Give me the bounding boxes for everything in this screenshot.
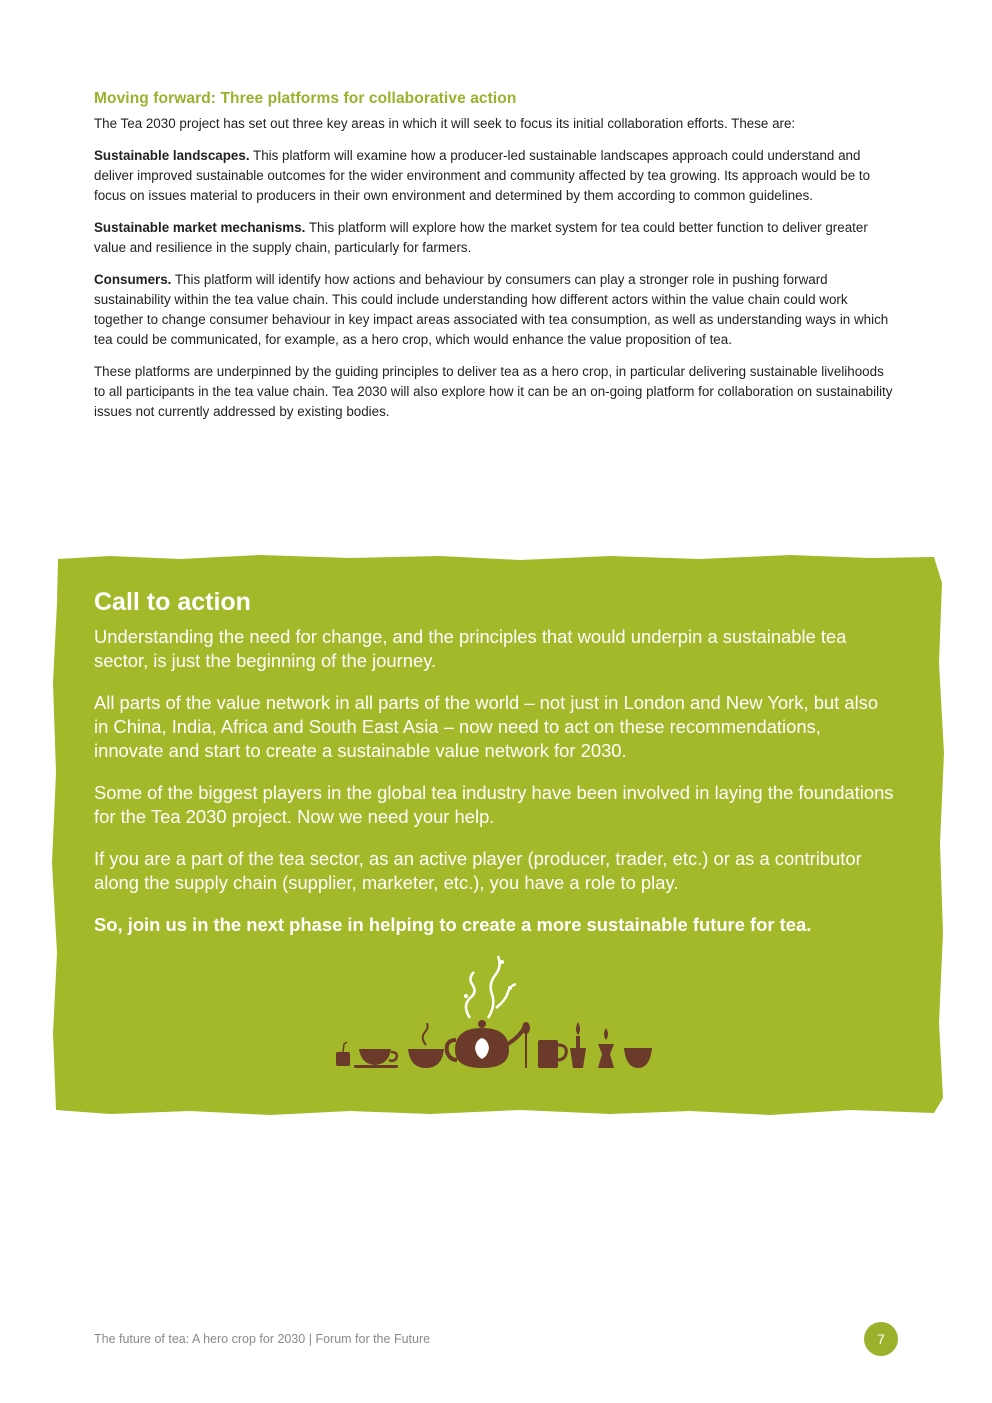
platform-market: [94, 218, 894, 258]
platform-title: Consumers.: [94, 272, 172, 287]
platform-landscapes: [94, 146, 894, 206]
cta-paragraph: All parts of the value network in all parts of the world – not just in London and New York, but also in China, India, Africa and South East Asia – now need to act on these recommendations, innovate and start to create a sustainable value network for 2030.: [94, 692, 879, 761]
section-heading: Moving forward: Three platforms for collaborative action: [94, 90, 517, 107]
platform-text: This platform will explore how the market system for tea could better function to deliver greater value and resilience in the supply chain, particularly for farmers.: [94, 220, 868, 255]
candle-icon: [570, 1022, 586, 1068]
platform-text: This platform will examine how a producer-led sustainable landscapes approach could understand and deliver improved sustainable outcomes for the wider environment and community affected by tea growing. Its approach would be to focus on issues material to producers in their own environment and determined by them according to common guidelines.: [94, 148, 871, 203]
teabag-icon: [336, 1042, 350, 1066]
cta-closing: So, join us in the next phase in helping to create a more sustainable future for tea.: [94, 914, 812, 935]
platforms-section: [94, 90, 894, 434]
glass-icon: [598, 1028, 614, 1068]
page-number: 7: [864, 1322, 898, 1356]
tea-illustration: [330, 948, 660, 1074]
platform-text: This platform will identify how actions and behaviour by consumers can play a stronger role in pushing forward sustainability within the tea value chain. This could include understanding how different actors within the value chain could work together to change consumer behaviour in key impact areas associated with tea consumption, as well as understanding ways in which tea could be communicated, for example, as a hero crop, which would enhance the value proposition of tea.: [94, 272, 889, 347]
cta-paragraph: Understanding the need for change, and the principles that would underpin a sustainable tea sector, is just the beginning of the journey.: [94, 626, 847, 671]
cta-title: Call to action: [94, 588, 251, 616]
call-to-action: [94, 588, 894, 937]
spoon-icon: [522, 1022, 530, 1068]
cta-paragraph: If you are a part of the tea sector, as an active player (producer, trader, etc.) or as a contributor along the supply chain (supplier, marketer, etc.), you have a role to play.: [94, 848, 862, 893]
mug-icon: [538, 1040, 566, 1068]
bowl-icon: [408, 1023, 444, 1068]
teapot-icon: [447, 956, 524, 1068]
cup-icon: [624, 1048, 652, 1068]
platform-title: Sustainable market mechanisms.: [94, 220, 306, 235]
platform-title: Sustainable landscapes.: [94, 148, 250, 163]
section-intro: The Tea 2030 project has set out three key areas in which it will seek to focus its initial collaboration efforts. These are:: [94, 116, 796, 131]
section-closing: These platforms are underpinned by the guiding principles to deliver tea as a hero crop, in particular delivering sustainable livelihoods to all participants in the tea value chain. Tea 2030 will also explore how it can be an on-going platform for collaboration on sustainability issues not currently addressed by existing bodies.: [94, 364, 893, 419]
footer-text: The future of tea: A hero crop for 2030 | Forum for the Future: [94, 1332, 431, 1346]
platform-consumers: [94, 270, 894, 350]
teacup-icon: [354, 1049, 398, 1068]
cta-paragraph: Some of the biggest players in the global tea industry have been involved in laying the foundations for the Tea 2030 project. Now we need your help.: [94, 782, 894, 827]
